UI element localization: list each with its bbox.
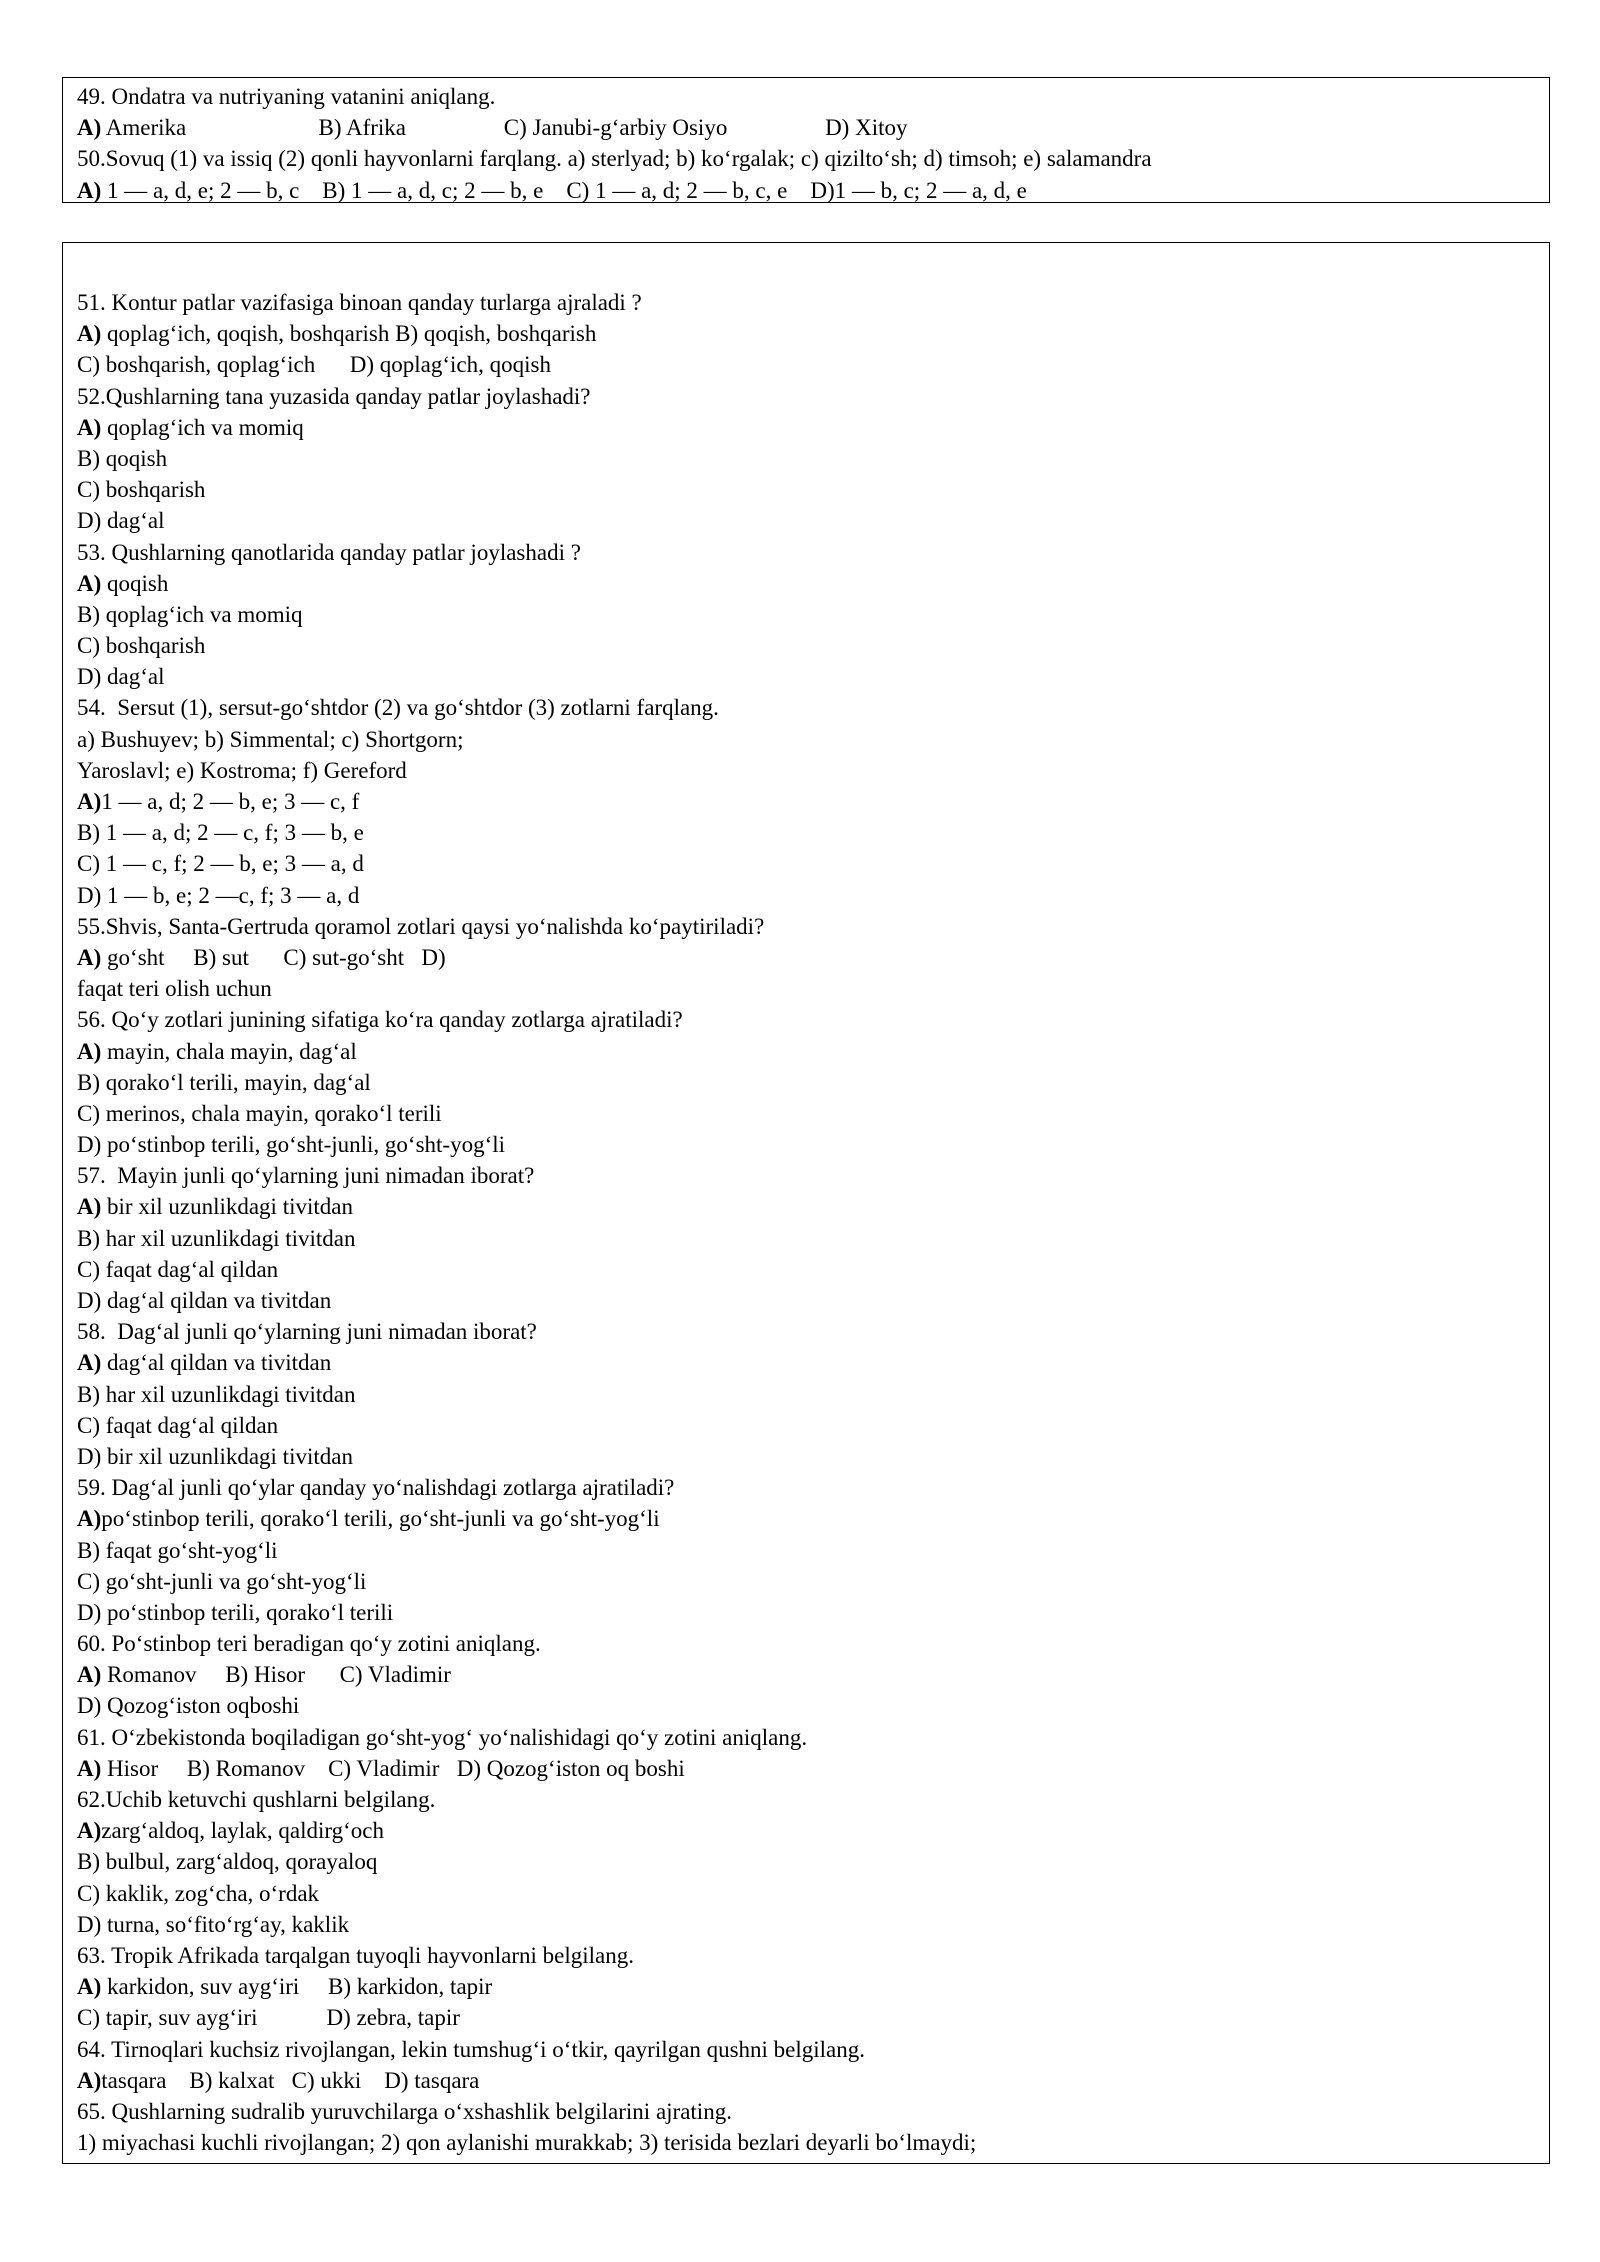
answer-letter: A) xyxy=(77,944,102,970)
text-line xyxy=(77,692,1535,723)
line-text: 50.Sovuq (1) va issiq (2) qonli hayvonlarni farqlang. a) sterlyad; b) ko‘rgalak; c) qizilto‘sh; d) timsoh; e) salamandra xyxy=(77,146,1152,172)
line-text: 52.Qushlarning tana yuzasida qanday patlar joylashadi? xyxy=(77,383,591,409)
text-line xyxy=(77,1254,1535,1285)
answer-letter: A) xyxy=(77,789,102,814)
line-text: tasqara B) kalxat C) ukki D) tasqara xyxy=(101,2067,480,2093)
text-line xyxy=(77,1285,1535,1316)
line-text: 1 — a, d, e; 2 — b, c B) 1 — a, d, c; 2 — b, e C) 1 — a, d; 2 — b, c, e D)1 — b, c; 2 — a, d, e xyxy=(101,177,1027,203)
line-text: Hisor B) Romanov C) Vladimir D) Qozog‘iston oq boshi xyxy=(101,1755,685,1781)
text-line xyxy=(77,537,1535,568)
line-text: D) 1 — b, e; 2 —c, f; 3 — a, d xyxy=(77,882,360,908)
line-text: Yaroslavl; e) Kostroma; f) Gereford xyxy=(77,757,407,783)
answer-letter: A) xyxy=(77,1755,102,1781)
line-text: qoqish xyxy=(101,570,169,596)
text-line xyxy=(77,568,1535,599)
line-text: a) Bushuyev; b) Simmental; c) Shortgorn; xyxy=(77,726,464,752)
answer-letter: A) xyxy=(77,321,102,347)
line-text: C) faqat dag‘al qildan xyxy=(77,1412,279,1438)
text-line xyxy=(77,1659,1535,1690)
text-line xyxy=(77,1535,1535,1566)
line-text: 49. Ondatra va nutriyaning vatanini aniqlang. xyxy=(77,84,496,109)
line-text: karkidon, suv ayg‘iri B) karkidon, tapir xyxy=(101,1974,493,2000)
line-text: D) dag‘al xyxy=(77,508,165,534)
text-line xyxy=(77,2065,1535,2096)
text-line xyxy=(77,661,1535,692)
text-line xyxy=(77,1597,1535,1628)
answer-letter: A) xyxy=(77,1350,102,1376)
answer-letter: A) xyxy=(77,1506,102,1532)
text-line xyxy=(77,412,1535,443)
text-line xyxy=(77,112,1535,143)
text-line xyxy=(77,1472,1535,1503)
text-line xyxy=(77,1503,1535,1534)
line-text: B) qoplag‘ich va momiq xyxy=(77,601,303,627)
line-text: C) faqat dag‘al qildan xyxy=(77,1256,279,1282)
line-text: 56. Qo‘y zotlari junining sifatiga ko‘ra qanday zotlarga ajratiladi? xyxy=(77,1007,683,1033)
text-line xyxy=(77,755,1535,786)
text-line xyxy=(77,1036,1535,1067)
text-line xyxy=(77,1566,1535,1597)
line-text: bir xil uzunlikdagi tivitdan xyxy=(101,1194,353,1220)
text-line xyxy=(77,1971,1535,2002)
line-text: B) har xil uzunlikdagi tivitdan xyxy=(77,1381,356,1407)
text-line xyxy=(77,599,1535,630)
answer-letter: A) xyxy=(77,1662,102,1688)
line-text: D) po‘stinbop terili, go‘sht-junli, go‘sht-yog‘li xyxy=(77,1132,506,1158)
text-line xyxy=(77,1347,1535,1378)
line-text: B) bulbul, zarg‘aldoq, qorayaloq xyxy=(77,1849,378,1875)
line-text: 62.Uchib ketuvchi qushlarni belgilang. xyxy=(77,1787,436,1812)
text-line xyxy=(77,1815,1535,1846)
text-line xyxy=(77,2034,1535,2065)
text-line xyxy=(77,1191,1535,1222)
text-line xyxy=(77,1722,1535,1753)
line-text: C) merinos, chala mayin, qorako‘l terili xyxy=(77,1100,442,1126)
line-text: Romanov B) Hisor C) Vladimir xyxy=(101,1662,451,1688)
text-line xyxy=(77,1004,1535,1035)
line-text: Amerika B) Afrika C) Janubi-g‘arbiy Osiyo D) Xitoy xyxy=(101,115,908,141)
line-text: C) boshqarish, qoplag‘ich D) qoplag‘ich, qoqish xyxy=(77,352,551,378)
line-text: 1 — a, d; 2 — b, e; 3 — c, f xyxy=(101,789,360,814)
line-text: 51. Kontur patlar vazifasiga binoan qanday turlarga ajraladi ? xyxy=(77,290,642,315)
line-text: 63. Tropik Afrikada tarqalgan tuyoqli hayvonlarni belgilang. xyxy=(77,1942,635,1968)
text-line xyxy=(77,1940,1535,1971)
text-line xyxy=(77,817,1535,848)
line-text: C) kaklik, zog‘cha, o‘rdak xyxy=(77,1880,320,1906)
line-text: B) faqat go‘sht-yog‘li xyxy=(77,1537,278,1563)
line-text: C) boshqarish xyxy=(77,633,206,659)
line-text: mayin, chala mayin, dag‘al xyxy=(101,1038,357,1064)
text-line xyxy=(77,973,1535,1004)
text-line xyxy=(77,81,1535,112)
text-line xyxy=(77,2127,1535,2158)
text-line xyxy=(77,1316,1535,1347)
line-text: zarg‘aldoq, laylak, qaldirg‘och xyxy=(101,1818,384,1844)
answer-letter: A) xyxy=(77,1818,102,1844)
line-text: 64. Tirnoqlari kuchsiz rivojlangan, lekin tumshug‘i o‘tkir, qayrilgan qushni belgilang. xyxy=(77,2036,866,2062)
line-text: 61. O‘zbekistonda boqiladigan go‘sht-yog‘ yo‘nalishidagi qo‘y zotini aniqlang. xyxy=(77,1724,808,1750)
line-text: C) go‘sht-junli va go‘sht-yog‘li xyxy=(77,1568,367,1594)
line-text: 57. Mayin junli qo‘ylarning juni nimadan iborat? xyxy=(77,1163,535,1189)
line-text: 59. Dag‘al junli qo‘ylar qanday yo‘nalishdagi zotlarga ajratiladi? xyxy=(77,1475,675,1501)
line-text: qoplag‘ich, qoqish, boshqarish B) qoqish, boshqarish xyxy=(101,321,597,347)
text-line xyxy=(77,1690,1535,1721)
text-line xyxy=(77,1223,1535,1254)
text-line xyxy=(77,318,1535,349)
text-line xyxy=(77,848,1535,879)
line-text: dag‘al qildan va tivitdan xyxy=(101,1350,332,1376)
line-text: D) turna, so‘fito‘rg‘ay, kaklik xyxy=(77,1911,350,1937)
text-line xyxy=(77,381,1535,412)
text-line xyxy=(77,1628,1535,1659)
text-line xyxy=(77,1784,1535,1815)
text-line xyxy=(77,724,1535,755)
answer-letter: A) xyxy=(77,177,102,203)
line-text: B) qorako‘l terili, mayin, dag‘al xyxy=(77,1069,371,1095)
text-line xyxy=(77,880,1535,911)
line-text: D) po‘stinbop terili, qorako‘l terili xyxy=(77,1599,394,1625)
text-line xyxy=(77,474,1535,505)
text-line xyxy=(77,1160,1535,1191)
line-text: B) 1 — a, d; 2 — c, f; 3 — b, e xyxy=(77,820,364,846)
text-line xyxy=(77,1129,1535,1160)
text-line xyxy=(77,1441,1535,1472)
text-line xyxy=(77,1410,1535,1441)
text-line xyxy=(77,175,1535,206)
line-text: D) bir xil uzunlikdagi tivitdan xyxy=(77,1443,353,1469)
answer-letter: A) xyxy=(77,115,102,141)
text-line xyxy=(77,786,1535,817)
text-line xyxy=(77,2002,1535,2033)
answer-letter: A) xyxy=(77,570,102,596)
questions-block-49-50 xyxy=(62,77,1550,203)
text-line xyxy=(77,1098,1535,1129)
answer-letter: A) xyxy=(77,1974,102,2000)
line-text: D) dag‘al qildan va tivitdan xyxy=(77,1288,332,1313)
text-line xyxy=(77,1909,1535,1940)
line-text: 58. Dag‘al junli qo‘ylarning juni nimadan iborat? xyxy=(77,1319,537,1345)
line-text: 60. Po‘stinbop teri beradigan qo‘y zotini aniqlang. xyxy=(77,1631,541,1657)
answer-letter: A) xyxy=(77,1038,102,1064)
line-text: qoplag‘ich va momiq xyxy=(101,414,304,440)
text-line xyxy=(77,443,1535,474)
text-line xyxy=(77,505,1535,536)
text-line xyxy=(77,630,1535,661)
line-text: C) tapir, suv ayg‘iri D) zebra, tapir xyxy=(77,2005,460,2031)
line-text: 54. Sersut (1), sersut-go‘shtdor (2) va go‘shtdor (3) zotlarni farqlang. xyxy=(77,695,719,721)
line-text: B) har xil uzunlikdagi tivitdan xyxy=(77,1225,356,1251)
line-text: B) qoqish xyxy=(77,445,168,471)
line-text: faqat teri olish uchun xyxy=(77,976,272,1002)
text-line xyxy=(77,2096,1535,2127)
line-text: 55.Shvis, Santa-Gertruda qoramol zotlari qaysi yo‘nalishda ko‘paytiriladi? xyxy=(77,913,765,939)
questions-block-51-65 xyxy=(62,242,1550,2164)
text-line xyxy=(77,1379,1535,1410)
text-line xyxy=(77,287,1535,318)
line-text: 53. Qushlarning qanotlarida qanday patlar joylashadi ? xyxy=(77,539,581,565)
line-text: go‘sht B) sut C) sut-go‘sht D) xyxy=(101,944,446,970)
text-line xyxy=(77,1878,1535,1909)
line-text: po‘stinbop terili, qorako‘l terili, go‘sht-junli va go‘sht-yog‘li xyxy=(101,1506,660,1532)
text-line xyxy=(77,942,1535,973)
line-text: C) boshqarish xyxy=(77,477,206,503)
text-line xyxy=(77,143,1535,174)
text-line xyxy=(77,911,1535,942)
line-text: D) dag‘al xyxy=(77,664,165,690)
line-text: 65. Qushlarning sudralib yuruvchilarga o‘xshashlik belgilarini ajrating. xyxy=(77,2098,732,2124)
line-text: C) 1 — c, f; 2 — b, e; 3 — a, d xyxy=(77,851,364,877)
line-text: 1) miyachasi kuchli rivojlangan; 2) qon aylanishi murakkab; 3) terisida bezlari deyarli bo‘lmaydi; xyxy=(77,2130,977,2156)
text-line xyxy=(77,349,1535,380)
text-line xyxy=(77,1067,1535,1098)
answer-letter: A) xyxy=(77,414,102,440)
text-line xyxy=(77,1753,1535,1784)
answer-letter: A) xyxy=(77,1194,102,1220)
line-text: D) Qozog‘iston oqboshi xyxy=(77,1693,300,1719)
answer-letter: A) xyxy=(77,2067,102,2093)
text-line xyxy=(77,1846,1535,1877)
